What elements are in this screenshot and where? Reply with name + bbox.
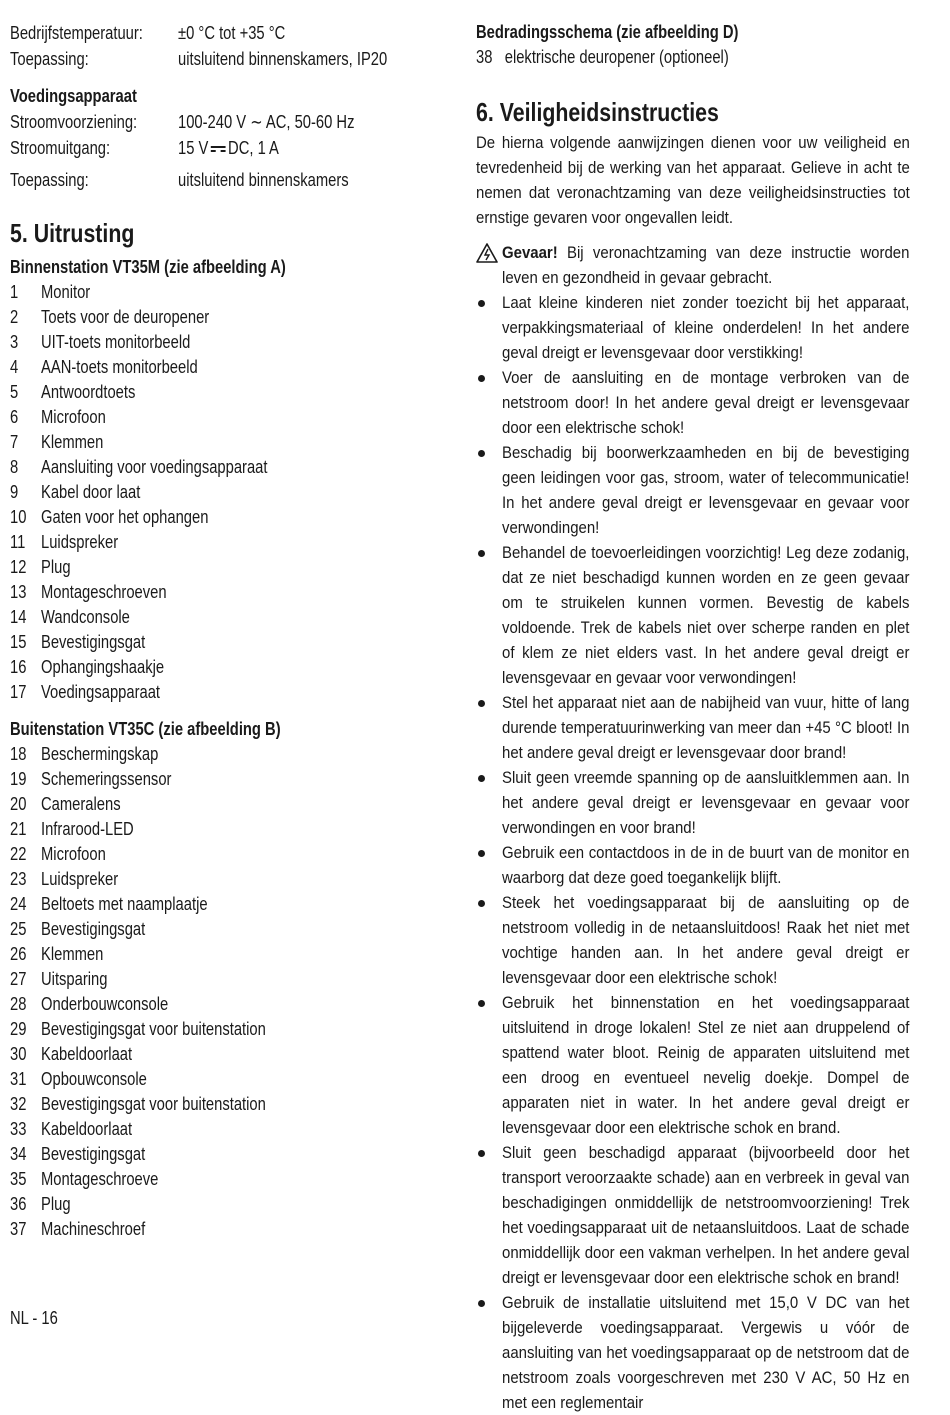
list-item — [10, 1017, 450, 1042]
item-label: Montageschroeve — [41, 1169, 159, 1189]
outdoor-station-heading: Buitenstation VT35C (zie afbeelding B) — [10, 719, 281, 739]
item-label: Bevestigingsgat voor buitenstation — [41, 1019, 266, 1039]
item-label: Ophangingshaakje — [41, 657, 165, 677]
item-label: Klemmen — [41, 944, 104, 964]
indoor-station-heading: Binnenstation VT35M (zie afbeelding A) — [10, 257, 286, 277]
item-number: 2 — [10, 307, 19, 327]
item-number: 17 — [10, 682, 27, 702]
safety-bullet-text: Sluit geen vreemde spanning op de aansluitklemmen aan. In het andere geval dreigt er levensgevaar en gevaar voor verwondingen en voor brand! — [502, 768, 910, 837]
item-number: 27 — [10, 969, 27, 989]
item-number: 4 — [10, 357, 19, 377]
list-item — [10, 1217, 450, 1242]
spec-value: ±0 °C tot +35 °C — [178, 23, 286, 43]
dc-symbol-icon — [211, 144, 226, 154]
list-item — [10, 1117, 450, 1142]
left-column — [10, 20, 450, 1242]
bullet-dot-icon — [478, 1300, 485, 1307]
list-item — [10, 942, 450, 967]
item-number: 19 — [10, 769, 27, 789]
section-5-title: 5. Uitrusting — [10, 218, 135, 248]
item-label: Onderbouwconsole — [41, 994, 169, 1014]
spec-label: Stroomuitgang: — [10, 138, 111, 158]
danger-label: Gevaar! — [502, 243, 558, 262]
item-number: 8 — [10, 457, 19, 477]
list-item — [10, 505, 450, 530]
safety-bullet-text: Steek het voedingsapparaat bij de aansluiting op de netstroom volledig in de netaansluitdoos! Raak het niet met vochtige handen aan. In het andere geval dreigt er levensgevaar door een elektrische schok! — [502, 893, 910, 987]
list-item — [10, 580, 450, 605]
list-item — [10, 917, 450, 942]
item-number: 29 — [10, 1019, 27, 1039]
spec-row — [10, 109, 450, 135]
list-item — [10, 892, 450, 917]
spec-label: Bedrijfstemperatuur: — [10, 23, 143, 43]
page-number: NL - 16 — [10, 1308, 58, 1328]
item-number: 10 — [10, 507, 27, 527]
item-number: 16 — [10, 657, 27, 677]
item-number: 13 — [10, 582, 27, 602]
specs-top — [10, 20, 450, 72]
item-label: Bevestigingsgat — [41, 919, 146, 939]
item-number: 21 — [10, 819, 27, 839]
right-column — [476, 20, 910, 1415]
item-label: Toets voor de deuropener — [41, 307, 210, 327]
indoor-parts-list — [10, 280, 450, 705]
spec-row — [10, 167, 450, 193]
bullet-dot-icon — [478, 1150, 485, 1157]
bullet-dot-icon — [478, 900, 485, 907]
list-item — [10, 305, 450, 330]
danger-notice — [476, 240, 910, 290]
spec-label: Toepassing: — [10, 170, 89, 190]
safety-bullet — [476, 1140, 910, 1290]
item-number: 3 — [10, 332, 19, 352]
item-number: 25 — [10, 919, 27, 939]
spec-row — [10, 46, 450, 72]
bullet-dot-icon — [478, 700, 485, 707]
list-item — [10, 842, 450, 867]
list-item — [10, 767, 450, 792]
bullet-dot-icon — [478, 775, 485, 782]
bullet-dot-icon — [478, 850, 485, 857]
bullet-dot-icon — [478, 375, 485, 382]
item-number: 20 — [10, 794, 27, 814]
item-label: Microfoon — [41, 844, 106, 864]
spec-row — [10, 135, 450, 161]
item-number: 1 — [10, 282, 19, 302]
item-label: Beschermingskap — [41, 744, 159, 764]
list-item — [10, 480, 450, 505]
electric-hazard-icon — [476, 243, 498, 263]
spec-label: Toepassing: — [10, 49, 89, 69]
item-label: Opbouwconsole — [41, 1069, 147, 1089]
list-item — [10, 430, 450, 455]
item-number: 31 — [10, 1069, 27, 1089]
safety-bullet-text: Voer de aansluiting en de montage verbroken van de netstroom door! In het andere geval dreigt er levensgevaar door een elektrische schok! — [502, 368, 910, 437]
bullet-dot-icon — [478, 300, 485, 307]
safety-bullet-text: Gebruik de installatie uitsluitend met 15,0 V DC van het bijgeleverde voedingsapparaat. Vergewis u vóór de aansluiting van het voedingsapparaat op de netstroom dat de netstroom zoals voorgeschreven met 230 V AC, 50 Hz en met een reglementair — [502, 1293, 910, 1412]
safety-bullet-text: Gebruik het binnenstation en het voedingsapparaat uitsluitend in droge lokalen! Stel ze niet aan druppelend of spattend water bloot. Reinig de apparaten uitsluitend met een droog en eventueel nevelig doekje. Dompel de apparaten niet in water. In het andere geval dreigt er levensgevaar door een elektrische schok en brand. — [502, 993, 910, 1137]
item-number: 9 — [10, 482, 19, 502]
item-label: Luidspreker — [41, 869, 119, 889]
item-label: Kabel door laat — [41, 482, 141, 502]
safety-intro: De hierna volgende aanwijzingen dienen voor uw veiligheid en tevredenheid bij de werking van het apparaat. Gelieve in acht te nemen dat veronachtzaming van deze veiligheidsinstructies tot ernstige gevaren voor ongevallen leidt. — [476, 133, 910, 227]
safety-bullet-text: Gebruik een contactdoos in de in de buurt van de monitor en waarborg dat deze goed toegankelijk blijft. — [502, 843, 910, 887]
item-number: 37 — [10, 1219, 27, 1239]
item-label: Gaten voor het ophangen — [41, 507, 209, 527]
list-item — [10, 330, 450, 355]
item-number: 30 — [10, 1044, 27, 1064]
safety-bullet — [476, 365, 910, 440]
safety-bullet — [476, 690, 910, 765]
item-label: Machineschroef — [41, 1219, 146, 1239]
list-item — [10, 1042, 450, 1067]
spec-value: uitsluitend binnenskamers, IP20 — [178, 49, 388, 69]
list-item — [10, 1192, 450, 1217]
item-number: 26 — [10, 944, 27, 964]
safety-bullet — [476, 890, 910, 990]
safety-bullet — [476, 990, 910, 1140]
item-label: Bevestigingsgat — [41, 1144, 146, 1164]
item-number: 36 — [10, 1194, 27, 1214]
bullet-dot-icon — [478, 450, 485, 457]
list-item — [10, 405, 450, 430]
safety-bullet-text: Sluit geen beschadigd apparaat (bijvoorbeeld door het transport veroorzaakte schade) aan en verbreek in geval van beschadigingen onmiddellijk de netstroomvoorziening! Trek het voedingsapparaat uit de netaansluitdoos. Laat de schade onmiddellijk door een vakman verhelpen. In het andere geval dreigt er levensgevaar door een elektrische schok en brand! — [502, 1143, 910, 1287]
item-number: 6 — [10, 407, 19, 427]
item-label: Plug — [41, 557, 71, 577]
list-item — [10, 1067, 450, 1092]
safety-bullet — [476, 765, 910, 840]
item-number: 32 — [10, 1094, 27, 1114]
danger-text: Bij veronachtzaming van deze instructie worden leven en gezondheid in gevaar gebracht. — [502, 243, 910, 287]
item-number: 15 — [10, 632, 27, 652]
item-label: AAN-toets monitorbeeld — [41, 357, 198, 377]
bullet-dot-icon — [478, 550, 485, 557]
item-number: 24 — [10, 894, 27, 914]
item-number: 22 — [10, 844, 27, 864]
list-item — [10, 455, 450, 480]
item-label: Montageschroeven — [41, 582, 167, 602]
spec-value: 100-240 V ∼ AC, 50-60 Hz — [178, 112, 355, 132]
list-item — [10, 967, 450, 992]
item-label: Schemeringssensor — [41, 769, 172, 789]
power-supply-section — [10, 84, 450, 193]
list-item — [10, 1142, 450, 1167]
item-number: 34 — [10, 1144, 27, 1164]
item-label: Wandconsole — [41, 607, 130, 627]
list-item — [10, 355, 450, 380]
safety-bullet — [476, 840, 910, 890]
safety-bullet-text: Beschadig bij boorwerkzaamheden en bij de bevestiging geen leidingen voor gas, stroom, water of telecommunicatie! In het andere geval dreigt er levensgevaar en gevaar voor verwondingen! — [502, 443, 910, 537]
spec-value: 15 V DC, 1 A — [178, 138, 279, 158]
wiring-heading: Bedradingsschema (zie afbeelding D) — [476, 22, 739, 42]
outdoor-parts-list — [10, 742, 450, 1242]
item-number: 18 — [10, 744, 27, 764]
item-label: Klemmen — [41, 432, 104, 452]
item-label: Voedingsapparaat — [41, 682, 161, 702]
safety-bullets — [476, 290, 910, 1415]
wiring-item-label: elektrische deuropener (optioneel) — [504, 47, 729, 67]
bullet-dot-icon — [478, 1000, 485, 1007]
list-item — [10, 992, 450, 1017]
item-label: Kabeldoorlaat — [41, 1044, 133, 1064]
item-number: 7 — [10, 432, 19, 452]
item-label: Kabeldoorlaat — [41, 1119, 133, 1139]
wiring-item-num: 38 — [476, 47, 493, 67]
item-number: 11 — [10, 532, 26, 552]
list-item — [10, 280, 450, 305]
item-label: Cameralens — [41, 794, 121, 814]
list-item — [10, 530, 450, 555]
wiring-item — [476, 45, 910, 70]
safety-bullet-text: Behandel de toevoerleidingen voorzichtig! Leg deze zodanig, dat ze niet beschadigd kunnen worden en ze geen gevaar om te struikelen kunnen vormen. Bevestig de kabels voldoende. Trek de kabels niet over scherpe randen en plet of klem ze niet elders vast. In het andere geval dreigt er levensgevaar en gevaar voor verwondingen! — [502, 543, 910, 687]
item-label: Luidspreker — [41, 532, 119, 552]
safety-bullet — [476, 440, 910, 540]
safety-bullet-text: Stel het apparaat niet aan de nabijheid van vuur, hitte of lang durende temperatuurinwerking van meer dan +45 °C bloot! In het andere geval dreigt er levensgevaar door brand! — [502, 693, 910, 762]
item-number: 35 — [10, 1169, 27, 1189]
item-label: Aansluiting voor voedingsapparaat — [41, 457, 268, 477]
list-item — [10, 630, 450, 655]
list-item — [10, 742, 450, 767]
list-item — [10, 1092, 450, 1117]
list-item — [10, 792, 450, 817]
item-label: Uitsparing — [41, 969, 108, 989]
item-number: 23 — [10, 869, 27, 889]
section-6-title: 6. Veiligheidsinstructies — [476, 97, 719, 127]
item-label: Monitor — [41, 282, 91, 302]
list-item — [10, 655, 450, 680]
item-number: 14 — [10, 607, 27, 627]
item-number: 5 — [10, 382, 19, 402]
spec-value: uitsluitend binnenskamers — [178, 170, 349, 190]
item-label: Bevestigingsgat — [41, 632, 146, 652]
list-item — [10, 867, 450, 892]
list-item — [10, 1167, 450, 1192]
list-item — [10, 555, 450, 580]
list-item — [10, 680, 450, 705]
safety-bullet — [476, 290, 910, 365]
spec-row — [10, 20, 450, 46]
list-item — [10, 380, 450, 405]
spec-label: Stroomvoorziening: — [10, 112, 138, 132]
item-label: UIT-toets monitorbeeld — [41, 332, 191, 352]
item-number: 33 — [10, 1119, 27, 1139]
safety-bullet — [476, 540, 910, 690]
item-label: Plug — [41, 1194, 71, 1214]
item-label: Infrarood-LED — [41, 819, 134, 839]
safety-bullet-text: Laat kleine kinderen niet zonder toezicht bij het apparaat, verpakkingsmateriaal of kleine onderdelen! In het andere geval dreigt er levensgevaar door verstikking! — [502, 293, 910, 362]
power-supply-heading: Voedingsapparaat — [10, 86, 137, 106]
item-label: Beltoets met naamplaatje — [41, 894, 208, 914]
item-label: Antwoordtoets — [41, 382, 136, 402]
item-label: Microfoon — [41, 407, 106, 427]
item-label: Bevestigingsgat voor buitenstation — [41, 1094, 266, 1114]
list-item — [10, 817, 450, 842]
list-item — [10, 605, 450, 630]
item-number: 12 — [10, 557, 27, 577]
item-number: 28 — [10, 994, 27, 1014]
safety-bullet — [476, 1290, 910, 1415]
